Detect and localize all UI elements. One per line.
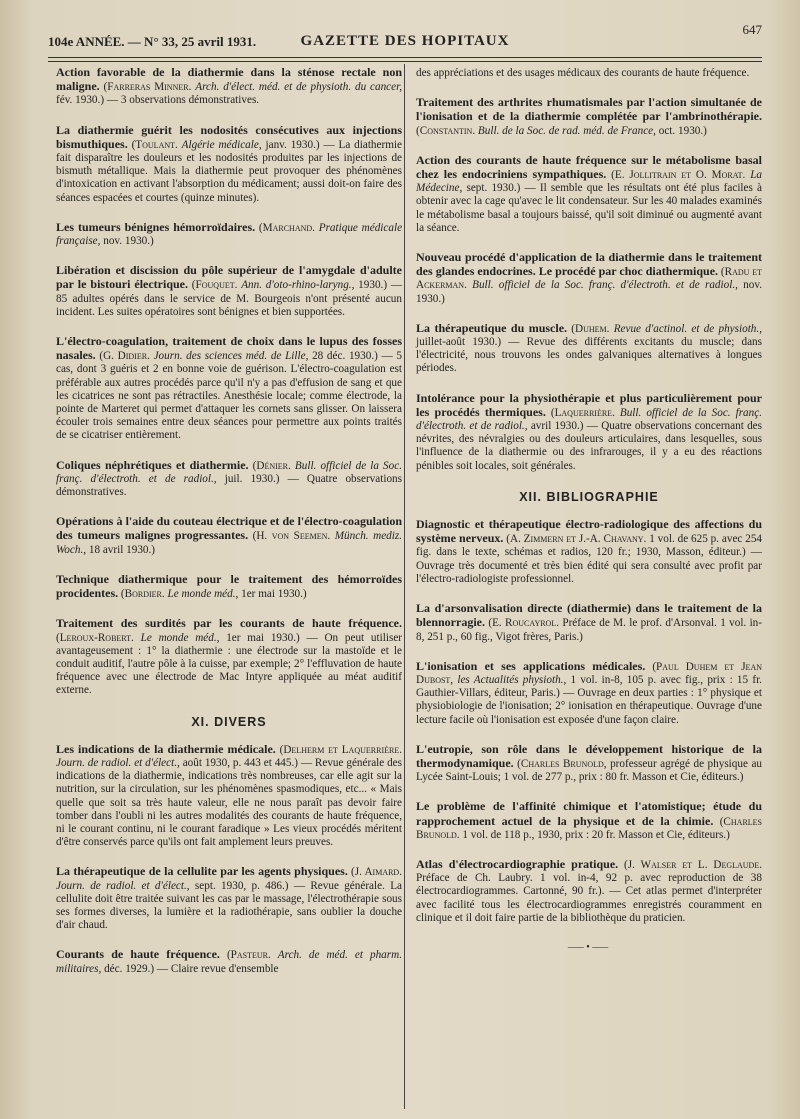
- entry-journal: Journ. de radiol. et d'élect.,: [56, 879, 190, 892]
- entry-text: janv. 1930.) — La diathermie fait disparaître les douleurs et les nodosités produites par les injections de bismuth métallique. Mais la diathermie peut provoquer des phénomènes d'intoxication en activant l'absorption du médicament; aussi doit-on faire des séances espacées et courtes (quinze minutes).: [56, 138, 402, 204]
- entry-author: (Duhem.: [571, 322, 610, 335]
- entry-text: fév. 1930.) — 3 observations démonstratives.: [56, 94, 260, 107]
- entry-journal: Algérie médicale,: [181, 138, 262, 151]
- entry-text: oct. 1930.): [658, 124, 707, 137]
- entry-author: (H. von Seemen.: [252, 530, 331, 543]
- article-entry: [416, 660, 762, 727]
- article-entry: [56, 221, 402, 248]
- article-entry: [56, 124, 402, 205]
- entry-journal: Ann. d'oto-rhino-laryng.,: [241, 279, 355, 292]
- issue-info: 104e ANNÉE. — N° 33, 25 avril 1931.: [48, 34, 257, 49]
- right-column: [416, 66, 762, 954]
- article-entry: [56, 743, 402, 850]
- entry-title: L'eutropie, son rôle dans le développement historique de la thermodynamique.: [416, 741, 762, 770]
- entry-title: Intolérance pour la physiothérapie et plus particulièrement pour les procédés thermiques.: [416, 390, 762, 419]
- entry-author: (A. Zimmern et J.-A. Chavany.: [506, 533, 647, 546]
- article-entry: [416, 251, 762, 306]
- entry-author: (Marchand.: [258, 221, 315, 234]
- entry-author: (J. Walser et L. Deglaude.: [624, 858, 763, 871]
- entry-journal: Journ. de radiol. et d'élect.,: [56, 756, 180, 769]
- entry-text: 1 vol. in-8, 105 p. avec fig., prix : 15 fr. Gauthier-Villars, éditeur, Paris.) — Ouvrage en deux parties : 1° physique et physiobiologie de l'ionisation; 2° ionisation en thérapeutique. Ouvrage d'une lecture facile où l'ionisation est exposée d'une façon claire.: [416, 673, 762, 726]
- article-entry: [416, 392, 762, 473]
- entry-title: Coliques néphrétiques et diathermie.: [56, 457, 249, 472]
- entry-title: Action favorable de la diathermie dans la sténose rectale non maligne.: [56, 65, 402, 94]
- article-entry: [416, 96, 762, 138]
- entry-text: avril 1930.) — Quatre observations concernant des névrites, des névralgies ou des douleurs articulaires, dans lesquelles, sous l'influence de la diathermie ou des infrarouges, il y a eu des réactions pénibles soit locales, soit générales.: [416, 420, 763, 472]
- left-column: [56, 66, 402, 992]
- entry-text: nov. 1930.): [416, 279, 762, 305]
- entry-journal: Le monde méd.,: [140, 631, 220, 644]
- journal-title: GAZETTE DES HOPITAUX: [300, 33, 510, 49]
- article-entry: [56, 335, 402, 443]
- entry-author: (E. Jollitrain et O. Morat.: [611, 169, 746, 182]
- entry-author: (Charles Brunold.: [416, 815, 763, 841]
- entry-text: 1930.) — 85 adultes opérés dans le service de M. Bourgeois n'ont présenté aucun incident. Les suites opératoires sont bénignes et bien supportées.: [56, 279, 403, 318]
- entry-text: Préface de M. le prof. d'Arsonval. 1 vol. in-8, 251 p., 60 fig., Vigot frères, Paris.): [416, 617, 762, 643]
- entry-title: Courants de haute fréquence.: [56, 947, 220, 962]
- entry-author: (Bordier.: [120, 588, 165, 601]
- entry-journal: Bull. officiel de la Soc. franç. d'électroth. et de radiol.,: [416, 406, 762, 433]
- entry-author: (Delherm et Laquerrière.: [279, 743, 403, 756]
- entry-text: 1 vol. de 118 p., 1930, prix : 20 fr. Masson et Cie, éditeurs.): [462, 828, 730, 841]
- entry-journal: Journ. des sciences méd. de Lille,: [153, 350, 309, 363]
- entry-title: Le problème de l'affinité chimique et l'atomistique; étude du rapprochement actuel de la physique et de la chimie.: [416, 799, 762, 828]
- article-entry: [416, 858, 762, 925]
- entry-author: (E. Roucayrol.: [488, 617, 560, 630]
- entry-title: La diathermie guérit les nodosités consécutives aux injections bismuthiques.: [56, 122, 402, 151]
- entry-text: juillet-août 1930.) — Revue des différents excitants du muscle; dans l'électricité, nous trouvons les ondes galvaniques alternatives à longues périodes.: [416, 336, 762, 375]
- article-entry: [56, 573, 402, 601]
- entry-text: des appréciations et des usages médicaux des courants de haute fréquence.: [416, 67, 750, 79]
- entry-author: (Pasteur.: [226, 949, 271, 962]
- entry-journal: Bull. officiel de la Soc. franç. d'électroth. et de radiol.,: [56, 459, 402, 485]
- article-entry: [56, 459, 402, 500]
- entry-text: 18 avril 1930.): [88, 543, 156, 556]
- entry-title: L'électro-coagulation, traitement de choix dans le lupus des fosses nasales.: [56, 334, 402, 363]
- article-entry: [56, 948, 402, 975]
- entry-author: (Leroux-Robert.: [56, 631, 134, 644]
- entry-text: Préface de Ch. Laubry. 1 vol. in-4, 92 p. avec reproduction de 38 électrocardiogrammes. Cartonné, 90 fr.). — Cet atlas permet d'interpréter avec facilité tous les électrocardiogrammes enregistrés couramment en clinique et il doit faire partie de la bibliothèque du praticien.: [416, 872, 762, 924]
- entry-author: (Toulant.: [131, 138, 178, 151]
- entry-author: (Fouquet.: [191, 279, 238, 292]
- entry-text: déc. 1929.) — Claire revue d'ensemble: [104, 962, 279, 975]
- entry-author: (Charles Brunold,: [517, 757, 607, 770]
- entry-title: Traitement des arthrites rhumatismales par l'action simultanée de l'ionisation et de la diathermie complétée par l'ambrinothérapie.: [416, 95, 762, 124]
- entry-text: août 1930, p. 443 et 445.) — Revue générale des indications de la diathermie, indications très nombreuses, car elle agit sur la nutrition, sur la circulation, sur les phénomènes spasmodiques, etc... « Mais quelle que soit sa très haute valeur, elle ne nous paraît pas devoir faire tomber dans l'oubli ni les autres modalités des courants de haute fréquence, ni le courant continu, ni le courant faradique » Les vieux procédés méritent d'être conservés parce qu'ils ont fait amplement leurs preuves.: [56, 756, 403, 849]
- entry-author: (Dénier.: [252, 459, 291, 472]
- page-header: [48, 22, 762, 56]
- entry-journal: Le monde méd.,: [167, 588, 239, 601]
- entry-author: (Radu et Ackerman.: [416, 266, 763, 292]
- entry-title: Traitement des surdités par les courants de haute fréquence.: [56, 616, 402, 631]
- entry-text: 1er mai 1930.): [241, 588, 307, 601]
- entry-title: Les tumeurs bénignes hémorroïdaires.: [56, 219, 256, 234]
- entry-journal: Arch. de méd. et pharm. militaires,: [56, 949, 402, 975]
- entry-text: 28 déc. 1930.) — 5 cas, dont 3 guéris et 2 en bonne voie de guérison. L'électro-coagulation est préférable aux autres procédés parce qu'il n'y a pas d'effusion de sang et que les cicatrices ne sont pas rétractiles. Anesthésie locale; comme électrode, la pointe de Marteret qui permet d'attaquer les cornets sans glisser. On laissera écouler trois semaines entre deux séances pour permettre aux points traités de se cicatriser entièrement.: [56, 350, 402, 442]
- entry-journal: Arch. d'élect. méd. et de physioth. du cancer,: [195, 81, 403, 94]
- entry-title: Les indications de la diathermie médicale.: [56, 741, 276, 756]
- entry-text: nov. 1930.): [103, 235, 154, 248]
- entry-text: juil. 1930.) — Quatre observations démonstratives.: [56, 472, 403, 499]
- entry-author: (Constantin.: [416, 124, 476, 137]
- article-entry: [416, 800, 762, 842]
- entry-author: (J. Aimard.: [351, 866, 403, 879]
- entry-journal: Pratique médicale française,: [56, 221, 403, 248]
- article-entry: [56, 515, 402, 557]
- article-entry: [56, 865, 402, 932]
- entry-title: Action des courants de haute fréquence sur le métabolisme basal chez les endocriniens sympathiques.: [416, 152, 762, 182]
- entry-text: professeur agrégé de physique au Lycée Saint-Louis; 1 vol. de 277 p., prix : 80 fr. Masson et Cie, éditeurs.): [416, 757, 762, 784]
- entry-text: sept. 1930.) — Il semble que les résultats ont été plus faciles à obtenir avec la cage qu'avec le lit condensateur. Sur les 40 malades examinés le métabolisme basal a toujours baissé, qu'il soit diminué ou augmenté avant la séance.: [416, 182, 763, 234]
- entry-title: L'ionisation et ses applications médicales.: [416, 658, 646, 673]
- entry-title: La d'arsonvalisation directe (diathermie) dans le traitement de la blennorragie.: [416, 601, 762, 630]
- entry-journal: La Médecine,: [416, 169, 763, 195]
- header-rule-thin: [48, 61, 762, 62]
- entry-title: Technique diathermique pour le traitement des hémorroïdes procidentes.: [56, 571, 402, 601]
- end-ornament: ⸺•⸺: [567, 941, 611, 953]
- entry-author: (Laquerrière.: [550, 406, 615, 419]
- section-heading-divers: XI. DIVERS: [191, 714, 267, 729]
- page-number: 647: [742, 22, 762, 37]
- entry-text: 1er mai 1930.) — On peut utiliser avantageusement : 1° la diathermie : une électrode sur la mastoïde et le conduit auditif, l'autre pôle à la cuisse, par exemple; 2° l'effluvation de haute fréquence avec une électrode de Mac Intyre appliquée au méat auditif externe.: [56, 631, 403, 697]
- entry-journal: Münch. mediz. Woch.,: [56, 530, 403, 556]
- entry-author: (Farreras Minner.: [103, 81, 192, 94]
- article-entry: [416, 322, 762, 376]
- column-divider: [404, 64, 405, 1109]
- entry-text: 1 vol. de 625 p. avec 254 fig. dans le texte, schémas et radios, 120 fr.; 1930, Masson, éditeur.) — Ouvrage très documenté et très bien édité qui sera consulté avec profit par l'électro-radiologiste professionnel.: [416, 533, 763, 585]
- article-entry: [416, 602, 762, 644]
- entry-title: Opérations à l'aide du couteau électrique et de l'électro-coagulation des tumeurs malignes progressantes.: [56, 514, 402, 543]
- entry-title: La thérapeutique du muscle.: [416, 320, 568, 335]
- entry-author: (Paul Duhem et Jean Dubost,: [416, 660, 762, 686]
- article-entry: [416, 518, 762, 586]
- article-entry: [416, 743, 762, 785]
- entry-journal: les Actualités physioth.,: [457, 673, 567, 686]
- entry-author: (G. Didier.: [99, 350, 150, 363]
- entry-journal: Bull. officiel de la Soc. franç. d'électroth. et de radiol.,: [472, 279, 738, 292]
- article-entry: [416, 154, 762, 235]
- entry-title: Diagnostic et thérapeutique électro-radiologique des affections du système nerveux.: [416, 517, 762, 546]
- section-heading-bibliographie: XII. BIBLIOGRAPHIE: [519, 489, 659, 504]
- article-entry: [56, 617, 402, 697]
- entry-title: Atlas d'électrocardiographie pratique.: [416, 856, 619, 871]
- entry-text: sept. 1930, p. 486.) — Revue générale. La cellulite doit être traitée suivant les cas par le massage, l'électrothérapie sous ses formes diverses, la lumière et la radiothérapie, sans oublier la douche d'air chaud.: [56, 879, 403, 932]
- entry-title: Libération et discission du pôle supérieur de l'amygdale d'adulte par le bistouri électrique.: [56, 263, 402, 292]
- entry-journal: Revue d'actinol. et de physioth.,: [613, 322, 762, 335]
- article-entry: [56, 264, 402, 319]
- header-rule: [48, 57, 762, 58]
- entry-title: La thérapeutique de la cellulite par les agents physiques.: [56, 864, 348, 879]
- entry-journal: Bull. de la Soc. de rad. méd. de France,: [477, 124, 656, 137]
- entry-title: Nouveau procédé d'application de la diathermie dans le traitement des glandes endocrines. Le procédé par choc diathermique.: [416, 250, 762, 279]
- article-entry: [416, 66, 762, 80]
- article-entry: [56, 66, 402, 108]
